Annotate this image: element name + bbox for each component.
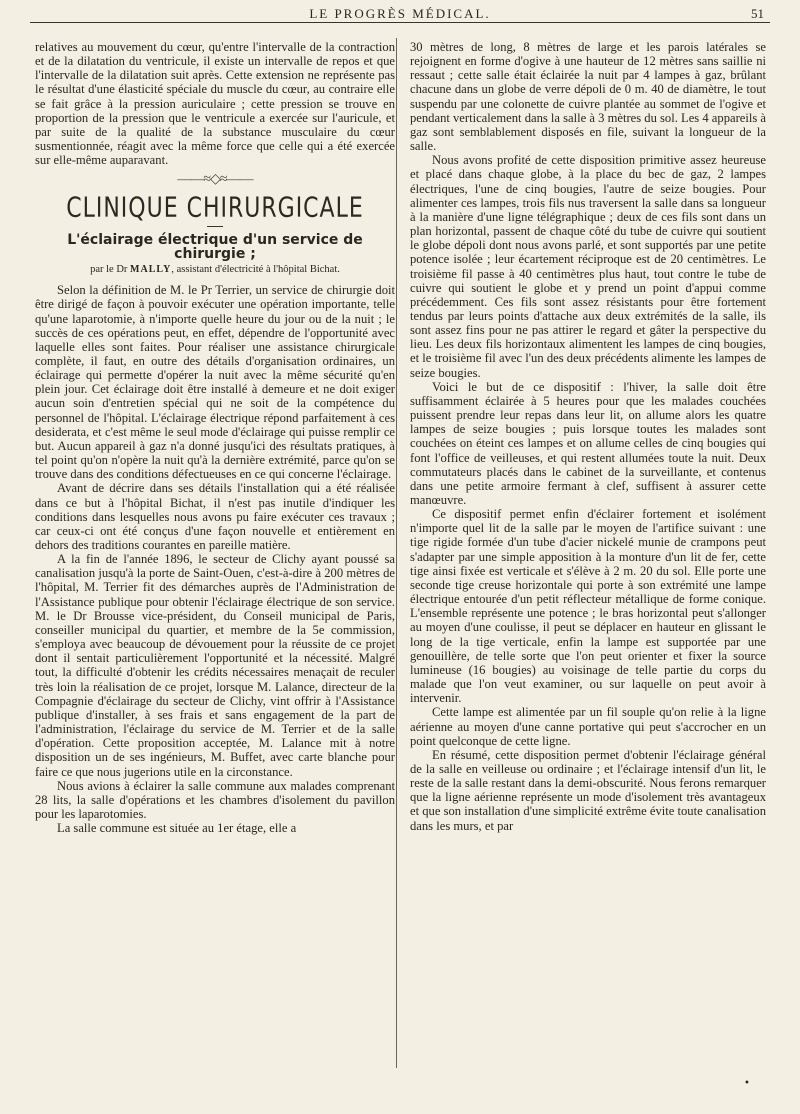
left-column — [35, 40, 395, 835]
paragraph: Cette lampe est alimentée par un fil souple qu'on relie à la ligne aérienne au moyen d'une canne portative qui peut s'accrocher en un point quelconque de cette ligne. — [410, 705, 766, 748]
column-divider — [396, 38, 397, 1068]
paragraph: Nous avons profité de cette disposition primitive assez heureuse et placé dans chaque globe, à la place du bec de gaz, 2 lampes électriques, l'une de cinq bougies, l'autre de seize bougies. Pour alimenter ces lampes, trois fils nus traversent la salle dans sa longueur à la manière d'une ligne télégraphique ; deux de ces fils sont dans un plan horizontal, passent de chaque côté du tube de cuivre qui soutient le globe dépoli dont nous avons parlé, et sont supportés par une petite potence isolée ; leur écartement réciproque est de 20 centimètres. Le troisième fil passe à 40 centimètres plus haut, tout contre le tube de cuivre qui soutient le globe et y prend un point d'appui comme précédemment. Ces fils sont assez résistants pour être fortement tendus par leurs points d'attache aux deux extrémités de la salle, ils sont assez fins pour ne pas attirer le regard et gâter la perspective du lieu. Les deux fils horizontaux alimentent les lampes de cinq bougies, et le troisième fil avec l'un des deux précédents alimente les lampes de seize bougies. — [410, 153, 766, 380]
footer-mark: • — [744, 1078, 750, 1089]
short-rule — [207, 226, 223, 227]
journal-title: LE PROGRÈS MÉDICAL. — [309, 6, 491, 21]
paragraph: Nous avions à éclairer la salle commune aux malades comprenant 28 lits, la salle d'opérations et les chambres d'isolement du pavillon pour les laparotomies. — [35, 778, 395, 821]
article-title: L'éclairage électrique d'un service de chirurgie ; — [67, 231, 363, 262]
ornament-divider: ——≈◇≈—— — [177, 172, 253, 188]
section-title: CLINIQUE CHIRURGICALE — [66, 192, 364, 224]
paragraph: Selon la définition de M. le Pr Terrier, un service de chirurgie doit être dirigé de façon à pouvoir exécuter une opération importante, telle qu'une laparotomie, à n'importe quelle heure du jour ou de la nuit ; le succès de ces opérations peut, en effet, dépendre de l'opportunité avec laquelle elles sont faites. Pour réaliser une assistance chirurgicale complète, il faut, en outre des détails d'organisation ordinaires, un éclairage qui permette d'opérer la nuit avec la même sécurité qu'en plein jour. Cet éclairage doit être installé à demeure et ne doit exiger aucun soin d'entretien spécial qui ne soit de la compétence du personnel de l'hôpital. L'éclairage électrique répond parfaitement à ces desiderata, et c'est même le seul mode d'éclairage qui puisse remplir ce but. Aucun appareil à gaz n'a donné jusqu'ici des résultats pratiques, à tel point qu'on n'opère la nuit qu'à la dernière extrémité, parce qu'on se trouve dans des conditions défectueuses en ce qui concerne l'éclairage. — [35, 283, 395, 482]
byline-prefix: par le Dr — [90, 264, 128, 276]
paragraph: A la fin de l'année 1896, le secteur de Clichy ayant poussé sa canalisation jusqu'à la porte de Saint-Ouen, c'est-à-dire à 200 mètres de l'hôpital, M. Terrier fit des démarches auprès de l'Administration de l'Assistance publique pour obtenir l'éclairage électrique de son service. M. le Dr Brousse vice-président, du Conseil municipal de Paris, conseiller municipal du quartier, et membre de la 5e commission, s'employa avec beaucoup de dévouement pour la réussite de ce projet dont il sentait particulièrement l'opportunité et la nécessité. Malgré tout, la difficulté d'obtenir les crédits nécessaires menaçait de reculer très loin la réalisation de ce projet, lorsque M. Lalance, directeur de la Compagnie d'éclairage du secteur de Clichy, vint offrir à l'Assistance publique d'installer, à ses frais et sans engagement de la part de l'administration, l'éclairage du service de M. Terrier et de la salle d'opération. Cette proposition acceptée, M. Lalance mit à notre disposition un de ses ingénieurs, M. Buffet, avec carte blanche pour faire ce que nous jugerions utile en la circonstance. — [35, 552, 395, 779]
page-number: 51 — [751, 6, 764, 21]
byline-author: MALLY — [130, 264, 172, 276]
paragraph: Avant de décrire dans ses détails l'installation qui a été réalisée dans ce but à l'hôpital Bichat, il n'est pas inutile d'indiquer les conditions dans lesquelles nous avons pu faire exécuter ces travaux ; car ceux-ci ont été conçus d'une façon nouvelle et entièrement en dehors des traditions courantes en pareille matière. — [35, 481, 395, 552]
intro-paragraph: relatives au mouvement du cœur, qu'entre l'intervalle de la contraction et de la dilatation du ventricule, il existe un intervalle de repos et que l'intervalle de la dilatation suit après. Cette extension ne représente pas le résultat d'une élasticité spéciale du muscle du cœur, au contraire elle se fait grâce à la pression auriculaire ; cette pression se trouve en proportion de la pression que le ventricule a exercée sur l'auricule, et par suite de la qualité de la substance musculaire du cœur susmentionnée, réagit avec la même force que celle qui a été exercée sur elle-même auparavant. — [35, 40, 395, 168]
byline-suffix: , assistant d'électricité à l'hôpital Bichat. — [171, 264, 340, 276]
running-header — [30, 2, 770, 22]
right-column — [410, 40, 766, 833]
paragraph: Ce dispositif permet enfin d'éclairer fortement et isolément n'importe quel lit de la salle par le moyen de l'artifice suivant : une tige rigide formée d'un tube d'acier nickelé munie de crampons peut s'adapter par une simple apposition à la monture d'un lit de fer, cette tige ainsi fixée est verticale et s'élève à 2 m. 20 du sol. Elle porte une seconde tige creuse horizontale qui porte à son extrémité une lampe électrique entourée d'un petit réflecteur métallique de forme conique. L'ensemble représente une potence ; le bras horizontal peut s'allonger au moyen d'une coulisse, il peut se déplacer en hauteur en glissant le long de la tige verticale, enfin la lampe est supportée par une genouillère, de telle sorte que l'on peut orienter et fixer la source lumineuse (16 bougies) au voisinage de telle partie du corps du malade que l'on veut examiner, ou sur laquelle on peut avoir à intervenir. — [410, 507, 766, 706]
header-rule — [30, 22, 770, 23]
byline — [35, 263, 395, 277]
paragraph: En résumé, cette disposition permet d'obtenir l'éclairage général de la salle en veilleuse ou ordinaire ; et l'éclairage intensif d'un lit, le reste de la salle restant dans la demi-obscurité. Nous ferons remarquer que la ligne aérienne représente un mode d'isolement très avantageux et que son installation d'une simplicité extrême évite toute canalisation dans les murs, et par — [410, 747, 766, 833]
paragraph: La salle commune est située au 1er étage, elle a — [57, 821, 297, 836]
paragraph: 30 mètres de long, 8 mètres de large et les parois latérales se rejoignent en forme d'ogive à une hauteur de 12 mètres sans saillie ni ressaut ; cette salle était éclairée la nuit par 4 lampes à gaz, brûlant chacune dans un globe de verre dépoli de 0 m. 40 de diamètre, le tout suspendu par une colonette de cuivre plantée au sommet de l'ogive et pendant verticalement dans la salle à 3 mètres du sol. Les 4 appareils à gaz sont semblablement disposés en file, suivant la longueur de la salle. — [410, 40, 766, 154]
paragraph: Voici le but de ce dispositif : l'hiver, la salle doit être suffisamment éclairée à 5 heures pour que les malades couchées puissent prendre leur repas dans leur lit, on allume alors les quatre lampes de seize bougies ; puis lorsque toutes les malades sont couchées on éteint ces lampes et on allume celles de cinq bougies qui font l'office de veilleuses, et qui restent allumées toute la nuit. Deux commutateurs placés dans le cabinet de la surveillante, et contenus dans une petite armoire fermant à clef, suffisent à assurer cette manœuvre. — [410, 379, 766, 507]
